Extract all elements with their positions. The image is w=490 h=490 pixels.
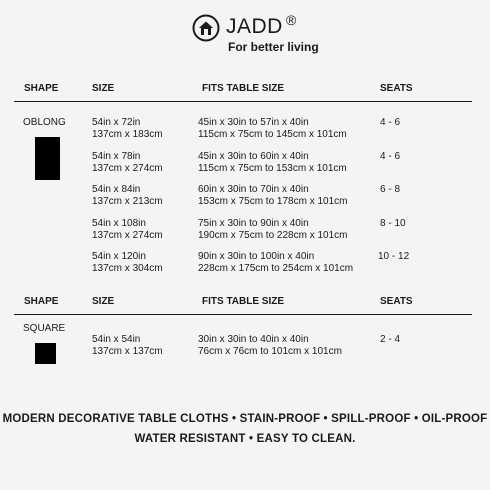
size-cm: 137cm x 304cm bbox=[92, 263, 163, 274]
seats-value: 10 - 12 bbox=[378, 251, 410, 262]
header-fits-table-size: FITS TABLE SIZE bbox=[202, 83, 285, 94]
table-row bbox=[0, 218, 490, 242]
table-row bbox=[0, 334, 490, 358]
oblong-label: OBLONG bbox=[23, 117, 66, 128]
size-in: 54in x 72in bbox=[92, 117, 141, 128]
size-cm: 137cm x 213cm bbox=[92, 196, 163, 207]
fits-in: 45in x 30in to 60in x 40in bbox=[198, 151, 309, 162]
brand-name: JADD bbox=[226, 15, 283, 38]
fits-cm: 153cm x 75cm to 178cm x 101cm bbox=[198, 196, 348, 207]
table-row bbox=[0, 184, 490, 208]
fits-in: 60in x 30in to 70in x 40in bbox=[198, 184, 309, 195]
header-shape: SHAPE bbox=[24, 296, 59, 307]
brand-logo bbox=[192, 12, 322, 56]
square-label: SQUARE bbox=[23, 323, 66, 334]
house-logo-icon bbox=[192, 14, 220, 42]
seats-value: 8 - 10 bbox=[380, 218, 406, 229]
registered-mark: ® bbox=[286, 12, 297, 28]
size-cm: 137cm x 183cm bbox=[92, 129, 163, 140]
header-seats: SEATS bbox=[380, 83, 413, 94]
fits-cm: 115cm x 75cm to 145cm x 101cm bbox=[198, 129, 347, 140]
fits-in: 75in x 30in to 90in x 40in bbox=[198, 218, 309, 229]
features-line-1: MODERN DECORATIVE TABLE CLOTHS • STAIN-PROOF • SPILL-PROOF • OIL-PROOF bbox=[2, 413, 488, 425]
size-in: 54in x 120in bbox=[92, 251, 146, 262]
brand-tagline: For better living bbox=[228, 40, 319, 54]
size-in: 54in x 108in bbox=[92, 218, 146, 229]
size-in: 54in x 54in bbox=[92, 334, 141, 345]
fits-cm: 76cm x 76cm to 101cm x 101cm bbox=[198, 346, 342, 357]
fits-cm: 228cm x 175cm to 254cm x 101cm bbox=[198, 263, 354, 274]
header-size: SIZE bbox=[92, 296, 115, 307]
fits-cm: 190cm x 75cm to 228cm x 101cm bbox=[198, 230, 348, 241]
seats-value: 4 - 6 bbox=[380, 117, 401, 128]
size-in: 54in x 78in bbox=[92, 151, 141, 162]
header-size: SIZE bbox=[92, 83, 115, 94]
size-in: 54in x 84in bbox=[92, 184, 141, 195]
fits-in: 30in x 30in to 40in x 40in bbox=[198, 334, 309, 345]
seats-value: 6 - 8 bbox=[380, 184, 401, 195]
table-row bbox=[0, 117, 490, 141]
table-row bbox=[0, 151, 490, 175]
header-fits-table-size: FITS TABLE SIZE bbox=[202, 296, 285, 307]
header-shape: SHAPE bbox=[24, 83, 59, 94]
seats-value: 2 - 4 bbox=[380, 334, 401, 345]
size-cm: 137cm x 137cm bbox=[92, 346, 163, 357]
oblong-table-header bbox=[14, 83, 472, 102]
seats-value: 4 - 6 bbox=[380, 151, 401, 162]
fits-cm: 115cm x 75cm to 153cm x 101cm bbox=[198, 163, 347, 174]
fits-in: 45in x 30in to 57in x 40in bbox=[198, 117, 309, 128]
size-cm: 137cm x 274cm bbox=[92, 230, 163, 241]
size-cm: 137cm x 274cm bbox=[92, 163, 163, 174]
square-table-header bbox=[14, 296, 472, 315]
table-row bbox=[0, 251, 490, 275]
features-line-2: WATER RESISTANT • EASY TO CLEAN. bbox=[134, 433, 356, 445]
header-seats: SEATS bbox=[380, 296, 413, 307]
fits-in: 90in x 30in to 100in x 40in bbox=[198, 251, 315, 262]
